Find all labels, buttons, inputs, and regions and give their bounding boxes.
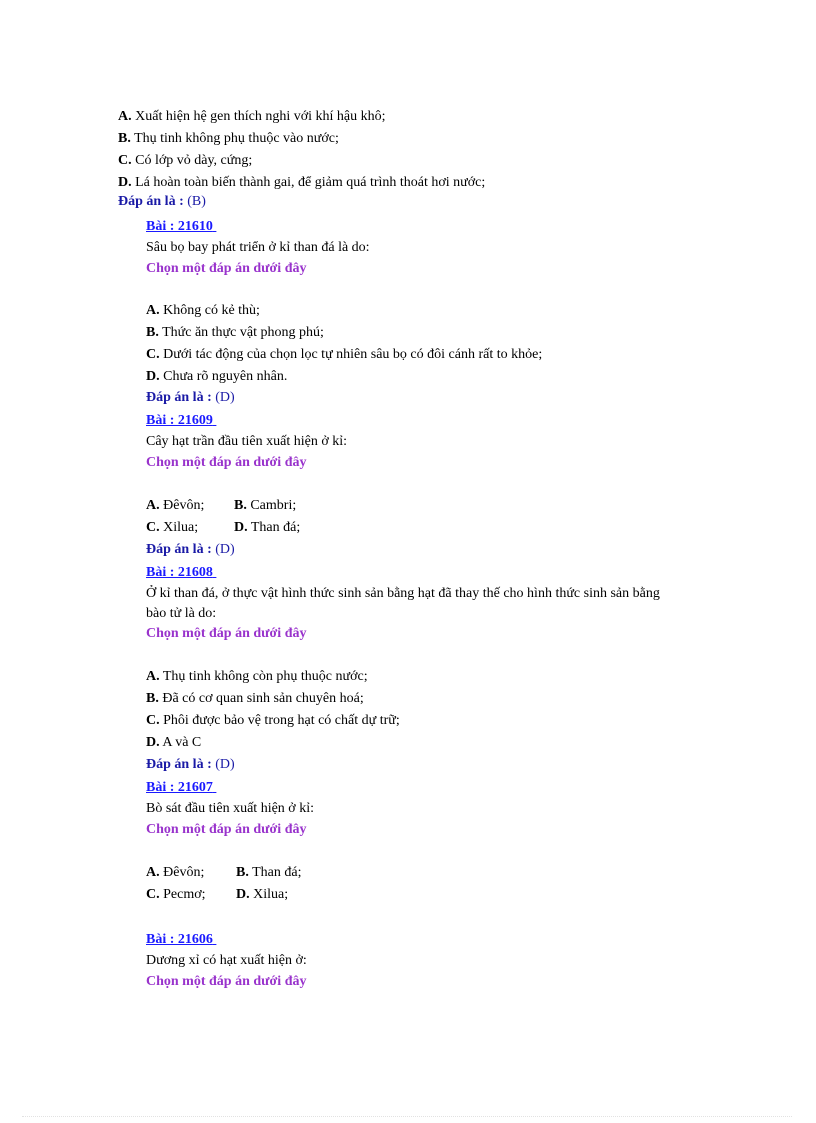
choose-answer-label: Chọn một đáp án dưới đây <box>146 822 307 837</box>
choose-answer-label: Chọn một đáp án dưới đây <box>146 261 307 276</box>
option-c[interactable]: C. Pecmơ; <box>146 887 206 902</box>
answer-line: Đáp án là : (D) <box>146 390 235 405</box>
question-text: Bò sát đầu tiên xuất hiện ở kỉ: <box>146 801 314 816</box>
option-c[interactable]: C. Phôi được bảo vệ trong hạt có chất dự trữ; <box>146 713 400 728</box>
question-text: Sâu bọ bay phát triển ở kỉ than đá là do: <box>146 240 370 255</box>
option-b[interactable]: B. Thức ăn thực vật phong phú; <box>146 325 324 340</box>
option-d[interactable]: D. Xilua; <box>236 887 289 902</box>
question-text: Dương xỉ có hạt xuất hiện ở: <box>146 953 307 968</box>
option-a: A. Xuất hiện hệ gen thích nghi với khí hậu khô; <box>118 109 386 124</box>
option-d[interactable]: D. A và C <box>146 735 202 750</box>
option-a[interactable]: A. Đêvôn; <box>146 498 205 513</box>
option-c[interactable]: C. Dưới tác động của chọn lọc tự nhiên sâu bọ có đôi cánh rất to khỏe; <box>146 347 543 362</box>
option-d[interactable]: D. Chưa rõ nguyên nhân. <box>146 369 288 384</box>
option-b[interactable]: B. Than đá; <box>236 865 302 880</box>
question-title-link[interactable]: Bài : 21609 <box>146 413 213 428</box>
option-c[interactable]: C. Xilua; <box>146 520 199 535</box>
option-d[interactable]: D. Than đá; <box>234 520 301 535</box>
choose-answer-label: Chọn một đáp án dưới đây <box>146 974 307 989</box>
option-b: B. Thụ tinh không phụ thuộc vào nước; <box>118 131 339 146</box>
question-text: Ở kỉ than đá, ở thực vật hình thức sinh sản bằng hạt đã thay thế cho hình thức sinh sản bằng <box>146 586 660 601</box>
answer-line: Đáp án là : (D) <box>146 542 235 557</box>
question-text-continued: bào tử là do: <box>146 606 217 621</box>
page-bottom-divider <box>22 1116 792 1117</box>
option-a[interactable]: A. Đêvôn; <box>146 865 205 880</box>
question-title-link[interactable]: Bài : 21606 <box>146 932 213 947</box>
option-a[interactable]: A. Không có kẻ thù; <box>146 303 260 318</box>
answer-line: Đáp án là : (B) <box>118 194 206 209</box>
option-d: D. Lá hoàn toàn biến thành gai, để giảm quá trình thoát hơi nước; <box>118 175 486 190</box>
question-text: Cây hạt trần đầu tiên xuất hiện ở kỉ: <box>146 434 348 449</box>
question-title-link[interactable]: Bài : 21607 <box>146 780 213 795</box>
choose-answer-label: Chọn một đáp án dưới đây <box>146 626 307 641</box>
question-title-link[interactable]: Bài : 21608 <box>146 565 213 580</box>
question-title-link[interactable]: Bài : 21610 <box>146 219 213 234</box>
option-b[interactable]: B. Cambri; <box>234 498 297 513</box>
option-c: C. Có lớp vỏ dày, cứng; <box>118 153 253 168</box>
option-b[interactable]: B. Đã có cơ quan sinh sản chuyên hoá; <box>146 691 364 706</box>
choose-answer-label: Chọn một đáp án dưới đây <box>146 455 307 470</box>
answer-line: Đáp án là : (D) <box>146 757 235 772</box>
option-a[interactable]: A. Thụ tinh không còn phụ thuộc nước; <box>146 669 368 684</box>
